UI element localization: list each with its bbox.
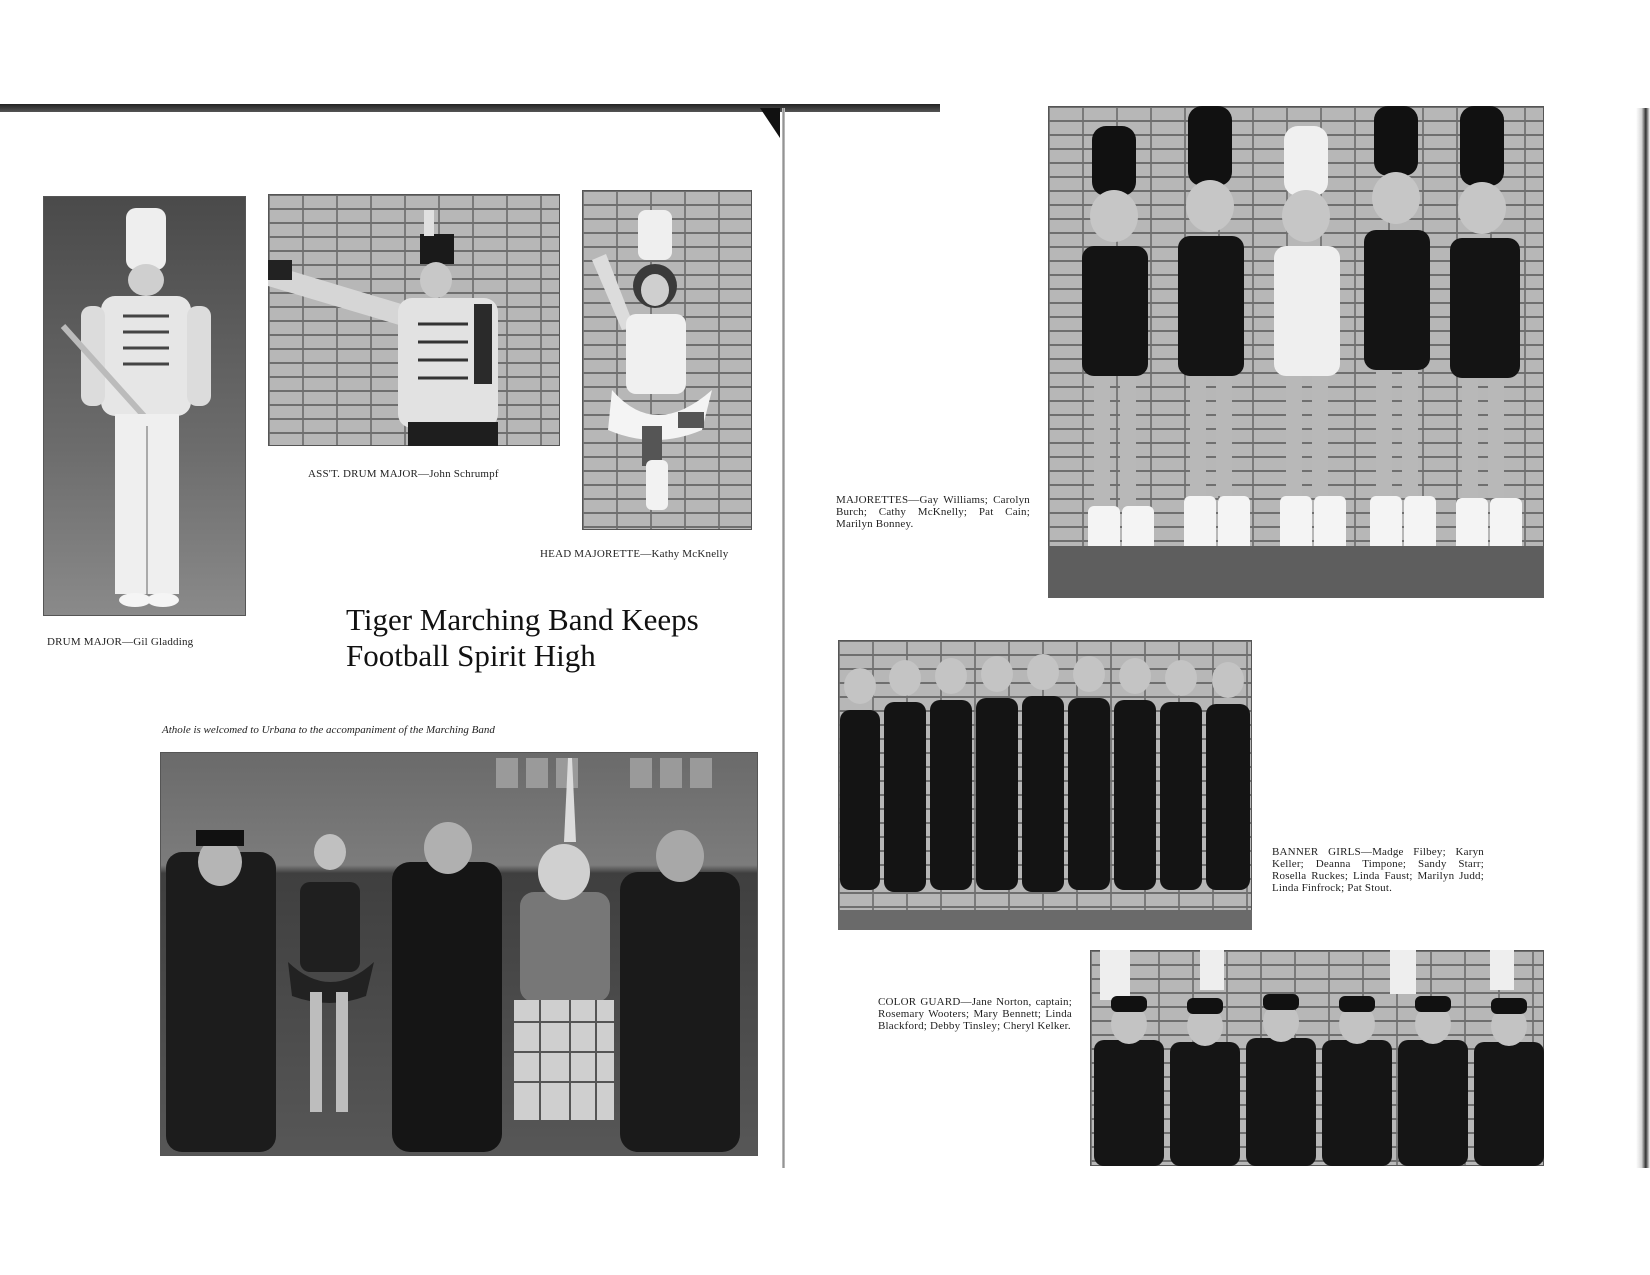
spine-shadow bbox=[760, 108, 780, 138]
headline-line-2: Football Spirit High bbox=[346, 638, 596, 673]
asst-drum-major-figure bbox=[268, 194, 560, 446]
book-spine bbox=[782, 108, 785, 1168]
headline-line-1: Tiger Marching Band Keeps bbox=[346, 602, 699, 637]
majorette-5 bbox=[1450, 106, 1522, 560]
building-windows bbox=[496, 758, 712, 788]
asst-drum-major-caption: ASS'T. DRUM MAJOR—John Schrumpf bbox=[308, 468, 499, 480]
welcome-caption: Athole is welcomed to Urbana to the accompaniment of the Marching Band bbox=[162, 724, 495, 736]
drum-major-caption: DRUM MAJOR—Gil Gladding bbox=[47, 636, 194, 648]
majorettes-photo bbox=[1048, 106, 1544, 598]
majorettes-group bbox=[1048, 106, 1544, 598]
page-top-edge bbox=[0, 104, 940, 112]
banner-girls-photo bbox=[838, 640, 1252, 930]
color-guard-group bbox=[1090, 950, 1544, 1166]
headline bbox=[346, 602, 766, 674]
head-majorette-figure bbox=[582, 190, 752, 530]
majorette-2 bbox=[1178, 106, 1250, 556]
majorette-3 bbox=[1274, 126, 1346, 552]
drum-major-photo bbox=[43, 196, 246, 616]
head-majorette-photo bbox=[582, 190, 752, 530]
banner-girls-caption: BANNER GIRLS—Madge Filbey; Karyn Keller; Deanna Timpone; Sandy Starr; Rosella Ruckes; Linda Faust; Marilyn Judd; Linda Finfrock; Pat Stout. bbox=[1272, 846, 1484, 894]
welcome-photo bbox=[160, 752, 758, 1156]
drum-major-figure bbox=[43, 196, 246, 616]
majorette-1 bbox=[1082, 126, 1154, 566]
welcome-scene bbox=[160, 752, 758, 1156]
majorette-4 bbox=[1364, 106, 1436, 556]
page-right-edge bbox=[1636, 108, 1650, 1168]
majorettes-caption: MAJORETTES—Gay Williams; Carolyn Burch; Cathy McKnelly; Pat Cain; Marilyn Bonney. bbox=[836, 494, 1030, 530]
banner-girls-group bbox=[838, 640, 1252, 930]
color-guard-caption: COLOR GUARD—Jane Norton, captain; Rosemary Wooters; Mary Bennett; Linda Blackford; Debby Tinsley; Cheryl Kelker. bbox=[878, 996, 1072, 1032]
color-guard-photo bbox=[1090, 950, 1544, 1166]
head-majorette-caption: HEAD MAJORETTE—Kathy McKnelly bbox=[540, 548, 729, 560]
asst-drum-major-photo bbox=[268, 194, 560, 446]
